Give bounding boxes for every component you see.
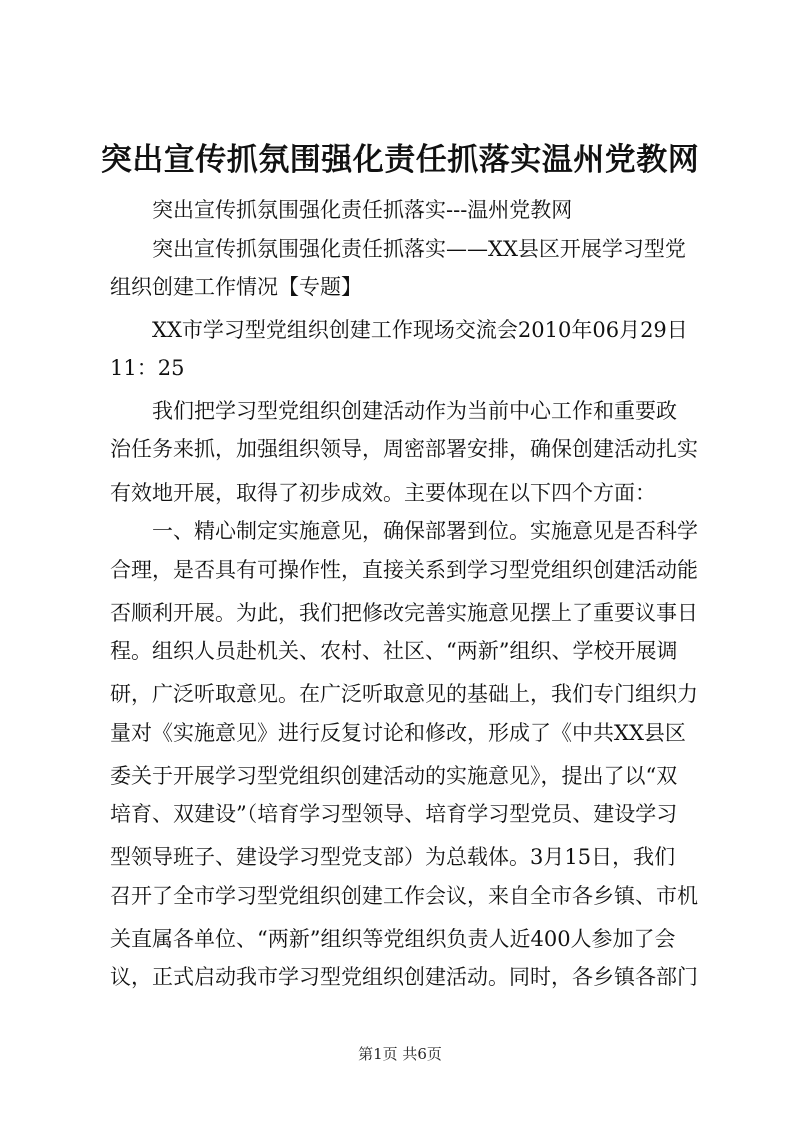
text-line: 型领导班子、建设学习型党支部）为总载体。3月15日，我们: [110, 845, 676, 869]
text-line: 培育、双建设”（培育学习型领导、培育学习型党员、建设学习: [110, 802, 678, 826]
text-line: 研，广泛听取意见。在广泛听取意见的基础上，我们专门组织力: [110, 682, 698, 706]
text-line: 治任务来抓，加强组织领导，周密部署安排，确保创建活动扎实: [110, 437, 698, 461]
text-line: 突出宣传抓氛围强化责任抓落实——XX县区开展学习型党: [152, 237, 686, 261]
text-line: 我们把学习型党组织创建活动作为当前中心工作和重要政: [152, 399, 677, 423]
text-line: 有效地开展，取得了初步成效。主要体现在以下四个方面：: [110, 481, 656, 505]
text-line: 委关于开展学习型党组织创建活动的实施意见》，提出了以“双: [110, 764, 678, 788]
text-line: 量对《实施意见》进行反复讨论和修改，形成了《中共XX县区: [110, 721, 686, 745]
text-line: 合理，是否具有可操作性，直接关系到学习型党组织创建活动能: [110, 558, 698, 582]
page-footer: 第1页 共6页: [358, 1045, 442, 1063]
text-line: 关直属各单位、“两新”组织等党组织负责人近400人参加了会: [110, 927, 676, 951]
text-line: 突出宣传抓氛围强化责任抓落实---温州党教网: [152, 198, 573, 222]
text-line: 一、精心制定实施意见，确保部署到位。实施意见是否科学: [152, 519, 698, 543]
document-title: 突出宣传抓氛围强化责任抓落实温州党教网: [100, 142, 700, 178]
text-line: 否顺利开展。为此，我们把修改完善实施意见摆上了重要议事日: [110, 601, 698, 625]
text-line: 程。组织人员赴机关、农村、社区、“两新”组织、学校开展调: [110, 639, 678, 663]
text-line: 召开了全市学习型党组织创建工作会议，来自全市各乡镇、市机: [110, 884, 698, 908]
text-line: 11：25: [110, 356, 185, 380]
text-line: XX市学习型党组织创建工作现场交流会2010年06月29日: [152, 318, 688, 342]
text-line: 议，正式启动我市学习型党组织创建活动。同时，各乡镇各部门: [110, 965, 698, 989]
text-line: 组织创建工作情况【专题】: [110, 275, 362, 299]
